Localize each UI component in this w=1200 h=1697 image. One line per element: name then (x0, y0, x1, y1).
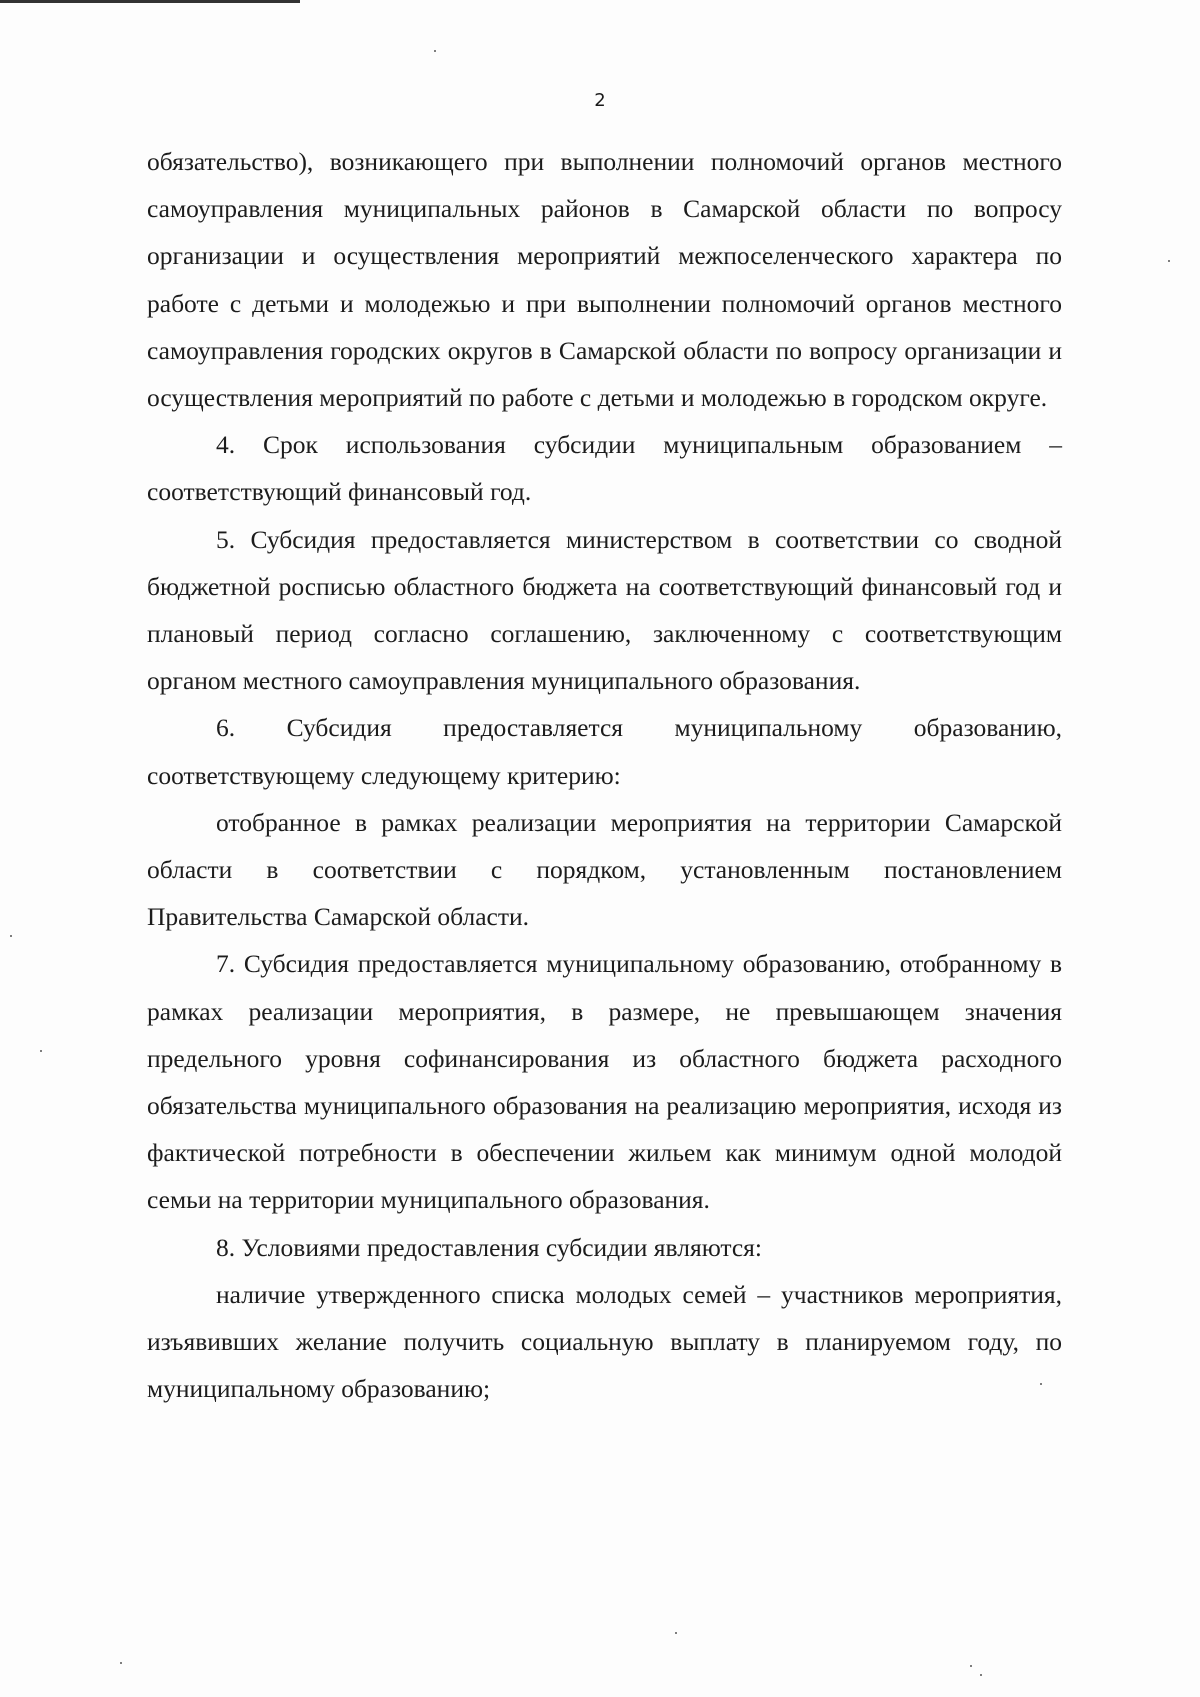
scan-speck (1168, 260, 1170, 262)
scan-speck (434, 50, 436, 52)
scan-speck (675, 1632, 677, 1634)
scan-speck (970, 1665, 972, 1667)
page-number: 2 (594, 90, 606, 111)
paragraph-clause-4: 4. Срок использования субсидии муниципальным образованием – соответствующий финансовый год. (147, 430, 1062, 507)
paragraph-clause-5: 5. Субсидия предоставляется министерством в соответствии со сводной бюджетной росписью областного бюджета на соответствующий финансовый год и плановый период согласно соглашению, заключенному с соответствующим органом местного самоуправления муниципального образования. (147, 524, 1062, 696)
scan-speck (1040, 1383, 1042, 1385)
paragraph-clause-6-criterion: отобранное в рамках реализации мероприятия на территории Самарской области в соответствии с порядком, установленным постановлением Правительства Самарской области. (147, 807, 1062, 932)
scan-speck (120, 1662, 122, 1664)
scan-speck (980, 1674, 982, 1676)
paragraph-clause-6: 6. Субсидия предоставляется муниципальному образованию, соответствующему следующему критерию: (147, 713, 1062, 790)
paragraph-continuation: обязательство), возникающего при выполнении полномочий органов местного самоуправления муниципальных районов в Самарской области по вопросу организации и осуществления мероприятий межпоселенческого характера по работе с детьми и молодежью и при выполнении полномочий органов местного самоуправления городских округов в Самарской области по вопросу организации и осуществления мероприятий по работе с детьми и молодежью в городском округе. (147, 147, 1062, 413)
paragraph-clause-8-condition: наличие утвержденного списка молодых семей – участников мероприятия, изъявивших желание получить социальную выплату в планируемом году, по муниципальному образованию; (147, 1279, 1062, 1404)
scan-speck (10, 935, 12, 937)
scan-speck (40, 1050, 42, 1052)
body-text (147, 138, 1062, 1412)
paragraph-clause-7: 7. Субсидия предоставляется муниципальному образованию, отобранному в рамках реализации мероприятия, в размере, не превышающем значения предельного уровня софинансирования из областного бюджета расходного обязательства муниципального образования на реализацию мероприятия, исходя из фактической потребности в обеспечении жильем как минимум одной молодой семьи на территории муниципального образования. (147, 949, 1062, 1215)
paragraph-clause-8: 8. Условиями предоставления субсидии являются: (216, 1232, 762, 1262)
scan-edge-rule (0, 0, 300, 3)
